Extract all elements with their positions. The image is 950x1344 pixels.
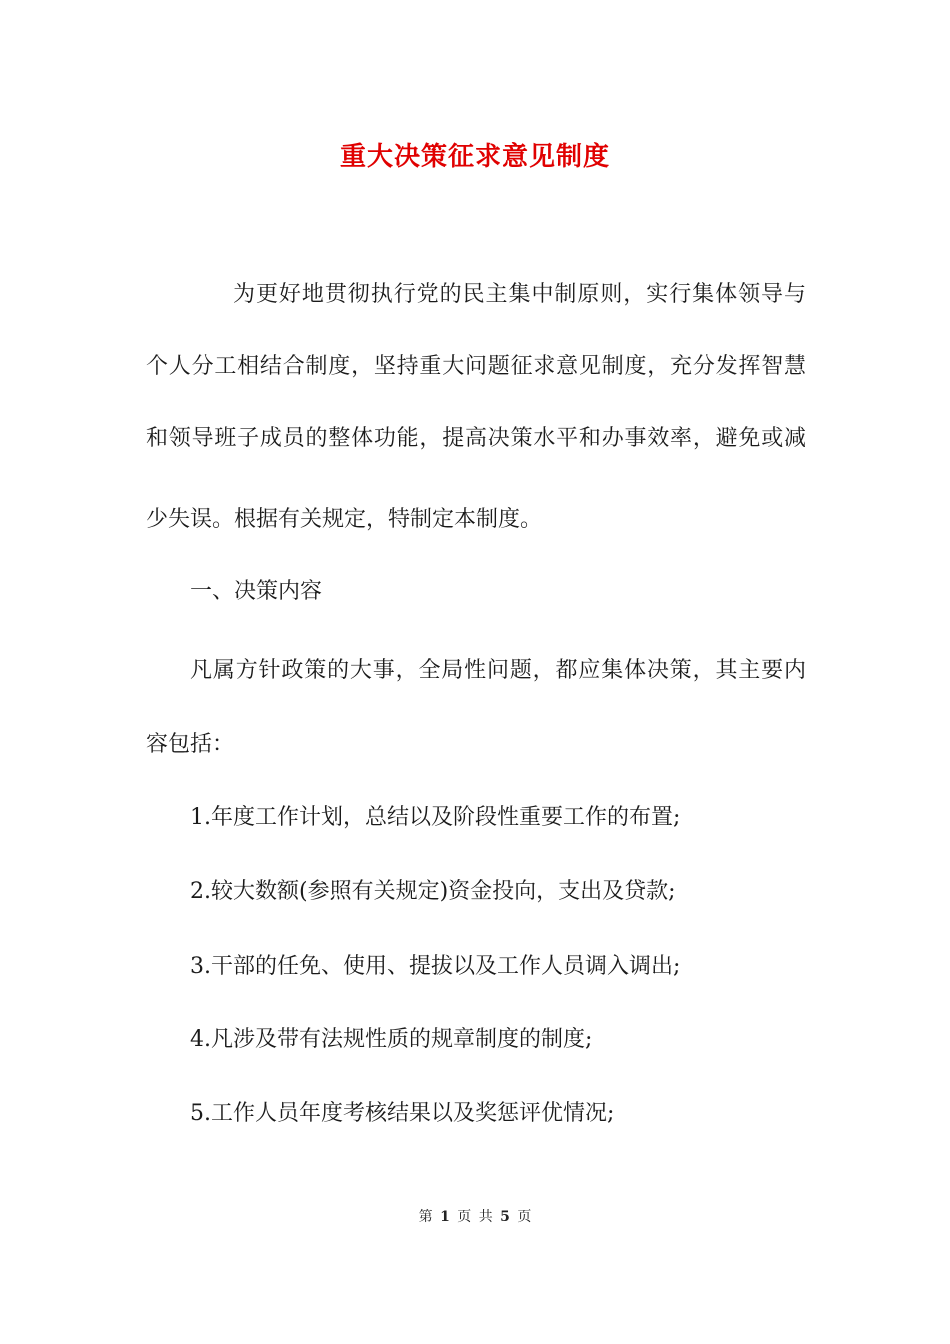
intro-line-2: 个人分工相结合制度，坚持重大问题征求意见制度，充分发挥智慧 [146,354,806,379]
footer-prefix: 第 [418,1209,433,1225]
list-item-3: 3.干部的任免、使用、提拔以及工作人员调入调出; [190,954,681,979]
intro-line-1: 为更好地贯彻执行党的民主集中制原则，实行集体领导与 [233,282,806,307]
footer-suffix: 页 [517,1209,532,1225]
footer-total-pages: 5 [500,1209,510,1225]
intro-line-4: 少失误。根据有关规定，特制定本制度。 [146,507,543,532]
section-para-line-2: 容包括： [146,732,235,757]
footer-middle: 页 共 [457,1209,493,1225]
list-item-1: 1.年度工作计划，总结以及阶段性重要工作的布置; [190,805,681,830]
list-item-2: 2.较大数额(参照有关规定)资金投向，支出及贷款; [190,879,676,904]
list-item-4: 4.凡涉及带有法规性质的规章制度的制度; [190,1027,593,1052]
document-title: 重大决策征求意见制度 [339,142,610,172]
footer-page-number: 1 [440,1209,450,1225]
page-footer [0,1206,950,1226]
section-heading: 一、决策内容 [190,579,323,604]
list-item-5: 5.工作人员年度考核结果以及奖惩评优情况; [190,1101,615,1126]
intro-line-3: 和领导班子成员的整体功能，提高决策水平和办事效率，避免或减 [146,426,806,451]
section-para-line-1: 凡属方针政策的大事，全局性问题，都应集体决策，其主要内 [190,658,806,683]
